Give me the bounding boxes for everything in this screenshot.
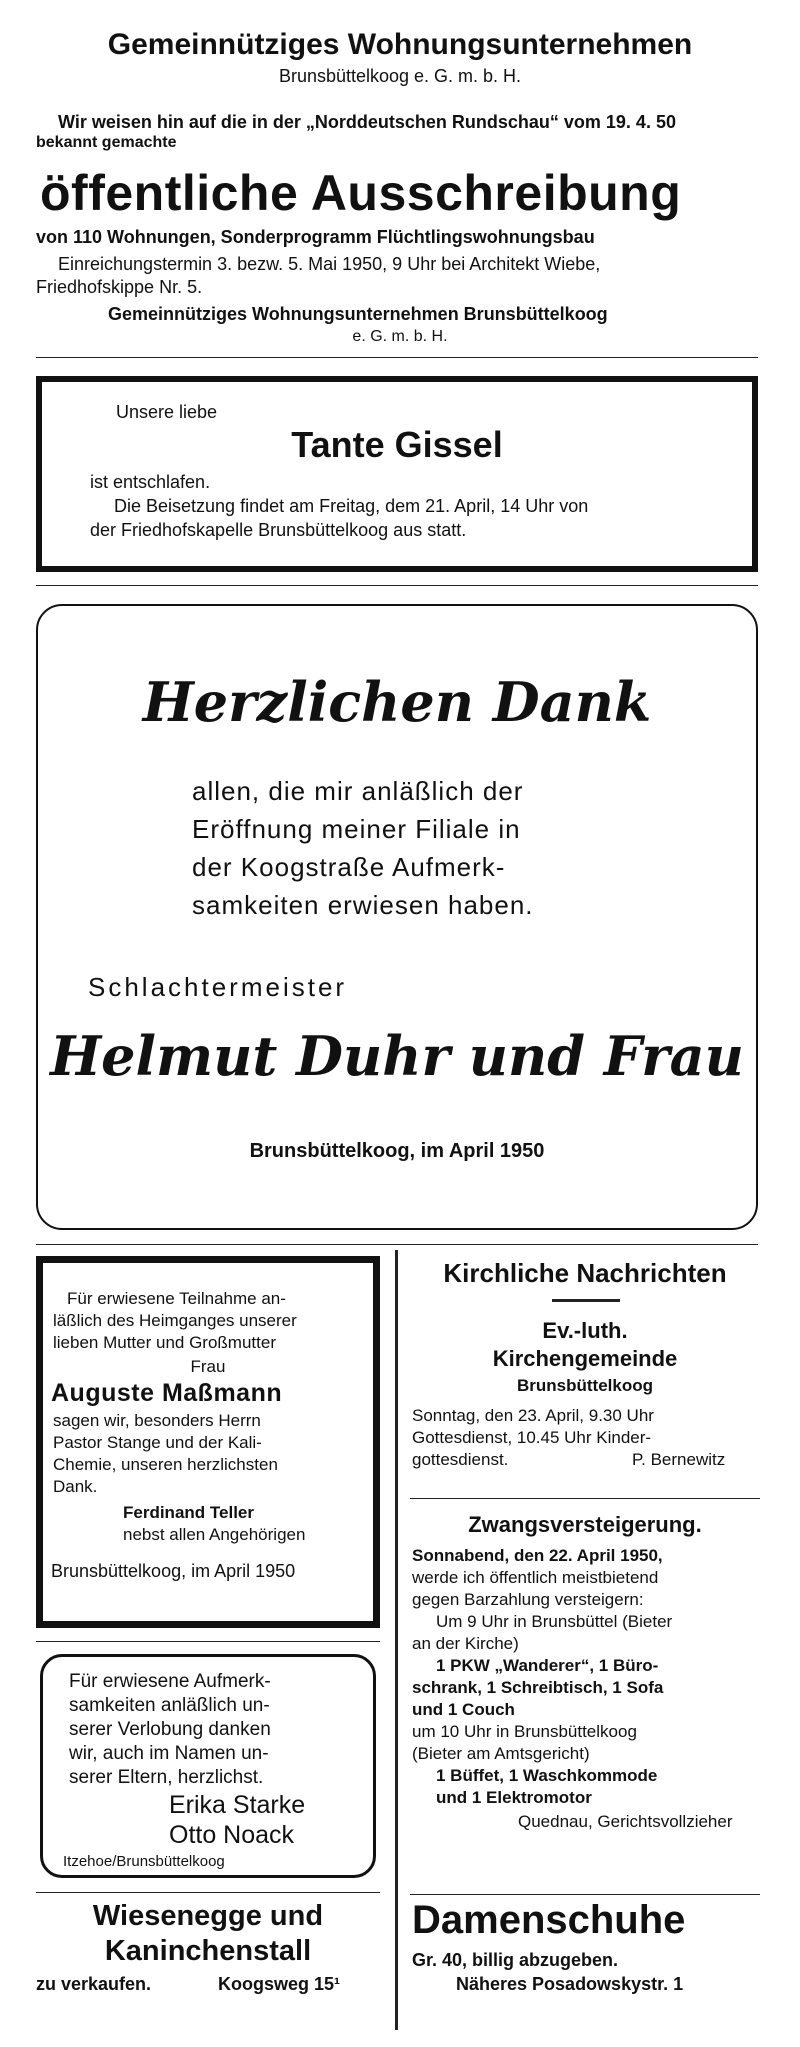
ad4-sig-2: nebst allen Angehörigen xyxy=(123,1525,306,1544)
ad8-text-4: Um 9 Uhr in Brunsbüttel (Bieter xyxy=(436,1612,673,1631)
ad1-intro-2: bekannt gemachte xyxy=(36,134,177,151)
ad4-line-6: Pastor Stange und der Kali- xyxy=(53,1433,262,1452)
ad8-title: Zwangsversteigerung. xyxy=(468,1512,702,1537)
ad4-line-8: Dank. xyxy=(53,1477,98,1496)
ad3-text-3: der Koogstraße Aufmerk- xyxy=(192,852,506,882)
divider xyxy=(410,1498,760,1499)
divider xyxy=(410,1894,760,1895)
ad3-text-1: allen, die mir anläßlich der xyxy=(192,776,524,806)
ad1-sign-2: e. G. m. b. H. xyxy=(352,328,448,345)
ad7-title: Kirchliche Nachrichten xyxy=(443,1258,727,1288)
ad4-sig-1: Ferdinand Teller xyxy=(123,1503,254,1522)
ad9-text-1: Gr. 40, billig abzugeben. xyxy=(412,1950,619,1970)
ad8-text-3: gegen Barzahlung versteigern: xyxy=(412,1590,644,1609)
ad6-line-1: Wiesenegge und xyxy=(92,1900,324,1932)
ad7-text-3b: P. Bernewitz xyxy=(632,1450,726,1469)
ad8-text-6: 1 PKW „Wanderer“, 1 Büro- xyxy=(436,1656,659,1675)
ad8-text-8: und 1 Couch xyxy=(412,1700,515,1719)
ad1-headline: öffentliche Ausschreibung xyxy=(40,165,682,221)
ad3-box xyxy=(36,604,758,1230)
divider xyxy=(36,1641,380,1642)
ad8-text-11: 1 Büffet, 1 Waschkommode xyxy=(436,1766,658,1785)
ad9-title: Damenschuhe xyxy=(412,1898,686,1942)
ad9-text-2: Näheres Posadowskystr. 1 xyxy=(456,1974,684,1994)
ad2-line-4: der Friedhofskapelle Brunsbüttelkoog aus statt. xyxy=(90,520,467,540)
ad4-box xyxy=(36,1256,380,1628)
ad1-detail-2: Friedhofskippe Nr. 5. xyxy=(36,277,203,297)
ad8-text-7: schrank, 1 Schreibtisch, 1 Sofa xyxy=(412,1678,664,1697)
ad5-name-2: Otto Noack xyxy=(169,1821,295,1849)
ad1-sign-1: Gemeinnütziges Wohnungsunternehmen Brunsbüttelkoog xyxy=(108,304,608,324)
ad4-name: Auguste Maßmann xyxy=(51,1379,283,1407)
ad8-text-5: an der Kirche) xyxy=(412,1634,519,1653)
ad2-line-1: Unsere liebe xyxy=(116,402,218,422)
ad4-line-4: Frau xyxy=(190,1357,226,1376)
ad7-text-3a: gottesdienst. xyxy=(412,1450,509,1469)
ad7-head-3: Brunsbüttelkoog xyxy=(517,1376,653,1395)
ad7-head-2: Kirchengemeinde xyxy=(492,1346,678,1371)
ad5-name-1: Erika Starke xyxy=(169,1791,306,1819)
divider xyxy=(36,1892,380,1893)
ad7-text-2: Gottesdienst, 10.45 Uhr Kinder- xyxy=(412,1428,652,1447)
ad3-name: Helmut Duhr und Frau xyxy=(50,1024,744,1088)
ad1-intro-1: Wir weisen hin auf die in der „Norddeutschen Rundschau“ vom 19. 4. 50 xyxy=(58,112,676,132)
ad5-line-3: serer Verlobung danken xyxy=(69,1719,271,1740)
ad3-title: Herzlichen Dank xyxy=(142,670,652,734)
ad7-head-1: Ev.-luth. xyxy=(542,1318,628,1343)
ad2-box xyxy=(36,376,758,572)
ad1-place: Brunsbüttelkoog e. G. m. b. H. xyxy=(278,66,522,86)
ad8-text-2: werde ich öffentlich meistbietend xyxy=(412,1568,659,1587)
ad3-text-2: Eröffnung meiner Filiale in xyxy=(192,814,521,844)
ad4-line-3: lieben Mutter und Großmutter xyxy=(53,1333,276,1352)
ad6-line-2: Kaninchenstall xyxy=(104,1935,312,1967)
ad8-text-12: und 1 Elektromotor xyxy=(436,1788,592,1807)
ad3-role: Schlachtermeister xyxy=(88,972,348,1002)
ad8-text-9: um 10 Uhr in Brunsbüttelkoog xyxy=(412,1722,637,1741)
ad1-sub: von 110 Wohnungen, Sonderprogramm Flüchtlingswohnungsbau xyxy=(36,227,595,247)
divider xyxy=(36,1244,758,1245)
ad3-text-4: samkeiten erwiesen haben. xyxy=(192,890,534,920)
ad8-text-1: Sonnabend, den 22. April 1950, xyxy=(412,1546,663,1565)
ad5-line-2: samkeiten anläßlich un- xyxy=(69,1695,270,1716)
ad4-line-1: Für erwiesene Teilnahme an- xyxy=(67,1289,286,1308)
ad6-line-3b: Koogsweg 15¹ xyxy=(218,1974,341,1994)
ad8-signature: Quednau, Gerichtsvollzieher xyxy=(518,1812,733,1831)
ad4-line-5: sagen wir, besonders Herrn xyxy=(53,1411,261,1430)
ad5-footer: Itzehoe/Brunsbüttelkoog xyxy=(63,1853,225,1870)
ad2-line-2: ist entschlafen. xyxy=(90,472,211,492)
ad7-text-1: Sonntag, den 23. April, 9.30 Uhr xyxy=(412,1406,654,1425)
ad4-footer: Brunsbüttelkoog, im April 1950 xyxy=(51,1561,296,1581)
ad5-line-5: serer Eltern, herzlichst. xyxy=(69,1767,264,1788)
ad5-box xyxy=(40,1654,376,1878)
divider xyxy=(36,585,758,586)
ad8-text-10: (Bieter am Amtsgericht) xyxy=(412,1744,590,1763)
ad6-line-3a: zu verkaufen. xyxy=(36,1974,152,1994)
title-underline xyxy=(552,1299,620,1302)
divider xyxy=(36,357,758,358)
ad2-line-3: Die Beisetzung findet am Freitag, dem 21. April, 14 Uhr von xyxy=(114,496,589,516)
ad5-line-1: Für erwiesene Aufmerk- xyxy=(69,1671,271,1692)
ad2-name: Tante Gissel xyxy=(291,424,503,465)
ad4-line-2: läßlich des Heimganges unserer xyxy=(53,1311,297,1330)
ad4-line-7: Chemie, unseren herzlichsten xyxy=(53,1455,278,1474)
ad1-org: Gemeinnütziges Wohnungsunternehmen xyxy=(107,28,693,61)
ad5-line-4: wir, auch im Namen un- xyxy=(69,1743,269,1764)
ad3-footer: Brunsbüttelkoog, im April 1950 xyxy=(249,1140,545,1162)
column-divider xyxy=(395,1250,398,2030)
ad1-detail-1: Einreichungstermin 3. bezw. 5. Mai 1950, 9 Uhr bei Architekt Wiebe, xyxy=(58,254,601,274)
